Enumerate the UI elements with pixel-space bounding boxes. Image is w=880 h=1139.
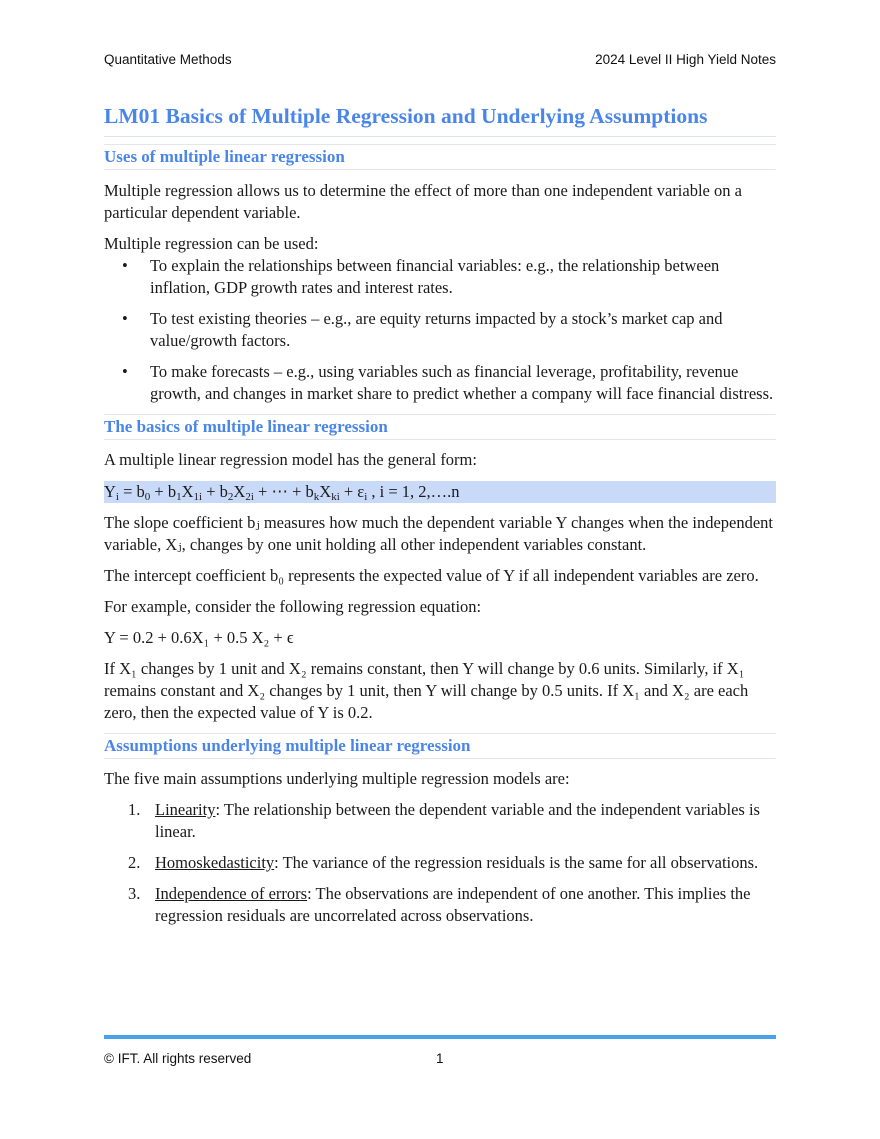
- assumption-term: Homoskedasticity: [155, 853, 275, 872]
- bullet-icon: •: [122, 362, 128, 381]
- uses-intro: Multiple regression allows us to determine the effect of more than one independent variable on a particular dependent variable.: [104, 181, 742, 222]
- list-item: 1. Linearity: The relationship between the dependent variable and the independent variables is linear.: [128, 800, 760, 841]
- list-item: 2. Homoskedasticity: The variance of the regression residuals is the same for all observations.: [128, 853, 759, 872]
- uses-list: [104, 255, 776, 405]
- footer-divider: [104, 1035, 776, 1039]
- assumptions-intro: The five main assumptions underlying multiple regression models are:: [104, 769, 570, 788]
- assumption-text: : The relationship between the dependent variable and the independent variables is linear.: [155, 800, 760, 841]
- bullet-text: To test existing theories – e.g., are equity returns impacted by a stock’s market cap and value/growth factors.: [150, 309, 723, 350]
- list-item: 3. Independence of errors: The observations are independent of one another. This implies the regression residuals are uncorrelated across observations.: [128, 884, 751, 925]
- bullet-icon: •: [122, 309, 128, 328]
- list-item: [104, 308, 776, 352]
- bullet-text: To make forecasts – e.g., using variables such as financial leverage, profitability, revenue growth, and changes in market share to predict whether a company will face financial distress.: [150, 362, 774, 403]
- bullet-text: To explain the relationships between financial variables: e.g., the relationship between inflation, GDP growth rates and interest rates.: [150, 256, 720, 297]
- example-equation: Y = 0.2 + 0.6X₁ + 0.5 X₂ + ϵ: [104, 628, 294, 647]
- intercept-explanation: The intercept coefficient b₀ represents the expected value of Y if all independent variables are zero.: [104, 566, 759, 585]
- list-item: [104, 361, 776, 405]
- section-heading-basics: The basics of multiple linear regression: [104, 414, 776, 440]
- module-title: LM01 Basics of Multiple Regression and Underlying Assumptions: [104, 100, 776, 137]
- example-lead: For example, consider the following regression equation:: [104, 597, 482, 616]
- assumption-text: : The variance of the regression residuals is the same for all observations.: [274, 853, 759, 872]
- header-edition: 2024 Level II High Yield Notes: [595, 52, 776, 67]
- running-header: [104, 52, 776, 67]
- assumption-text: : The observations are independent of one another. This implies the regression residuals are uncorrelated across observations.: [155, 884, 751, 925]
- slope-explanation: The slope coefficient bⱼ measures how much the dependent variable Y changes when the independent variable, Xⱼ, changes by one unit holding all other independent variables constant.: [104, 513, 774, 554]
- basics-intro: A multiple linear regression model has the general form:: [104, 450, 477, 469]
- main-content: [104, 100, 776, 927]
- section-heading-assumptions: Assumptions underlying multiple linear regression: [104, 733, 776, 759]
- uses-lead: Multiple regression can be used:: [104, 234, 319, 253]
- assumption-term: Independence of errors: [155, 884, 308, 903]
- section-heading-uses: Uses of multiple linear regression: [104, 144, 776, 170]
- bullet-icon: •: [122, 256, 128, 275]
- example-explanation: If X₁ changes by 1 unit and X₂ remains constant, then Y will change by 0.6 units. Similarly, if X₁ remains constant and X₂ changes by 1 unit, then Y will change by 0.5 units. If X₁ and X₂ are each zero, then the expected value of Y is 0.2.: [104, 659, 749, 722]
- assumptions-list: [104, 799, 776, 927]
- page-footer: [104, 1051, 776, 1066]
- assumption-term: Linearity: [155, 800, 216, 819]
- copyright-text: © IFT. All rights reserved: [104, 1051, 252, 1066]
- list-item: [104, 255, 776, 299]
- general-form-formula: $Y_i = b_0 + b_1X_{1i} + b_2X_{2i}$ + ⋯ + $b_kX_{ki} + \varepsilon_i$ , i = 1, 2,….n: [104, 481, 776, 503]
- page-number: 1: [436, 1051, 444, 1066]
- header-subject: Quantitative Methods: [104, 52, 232, 67]
